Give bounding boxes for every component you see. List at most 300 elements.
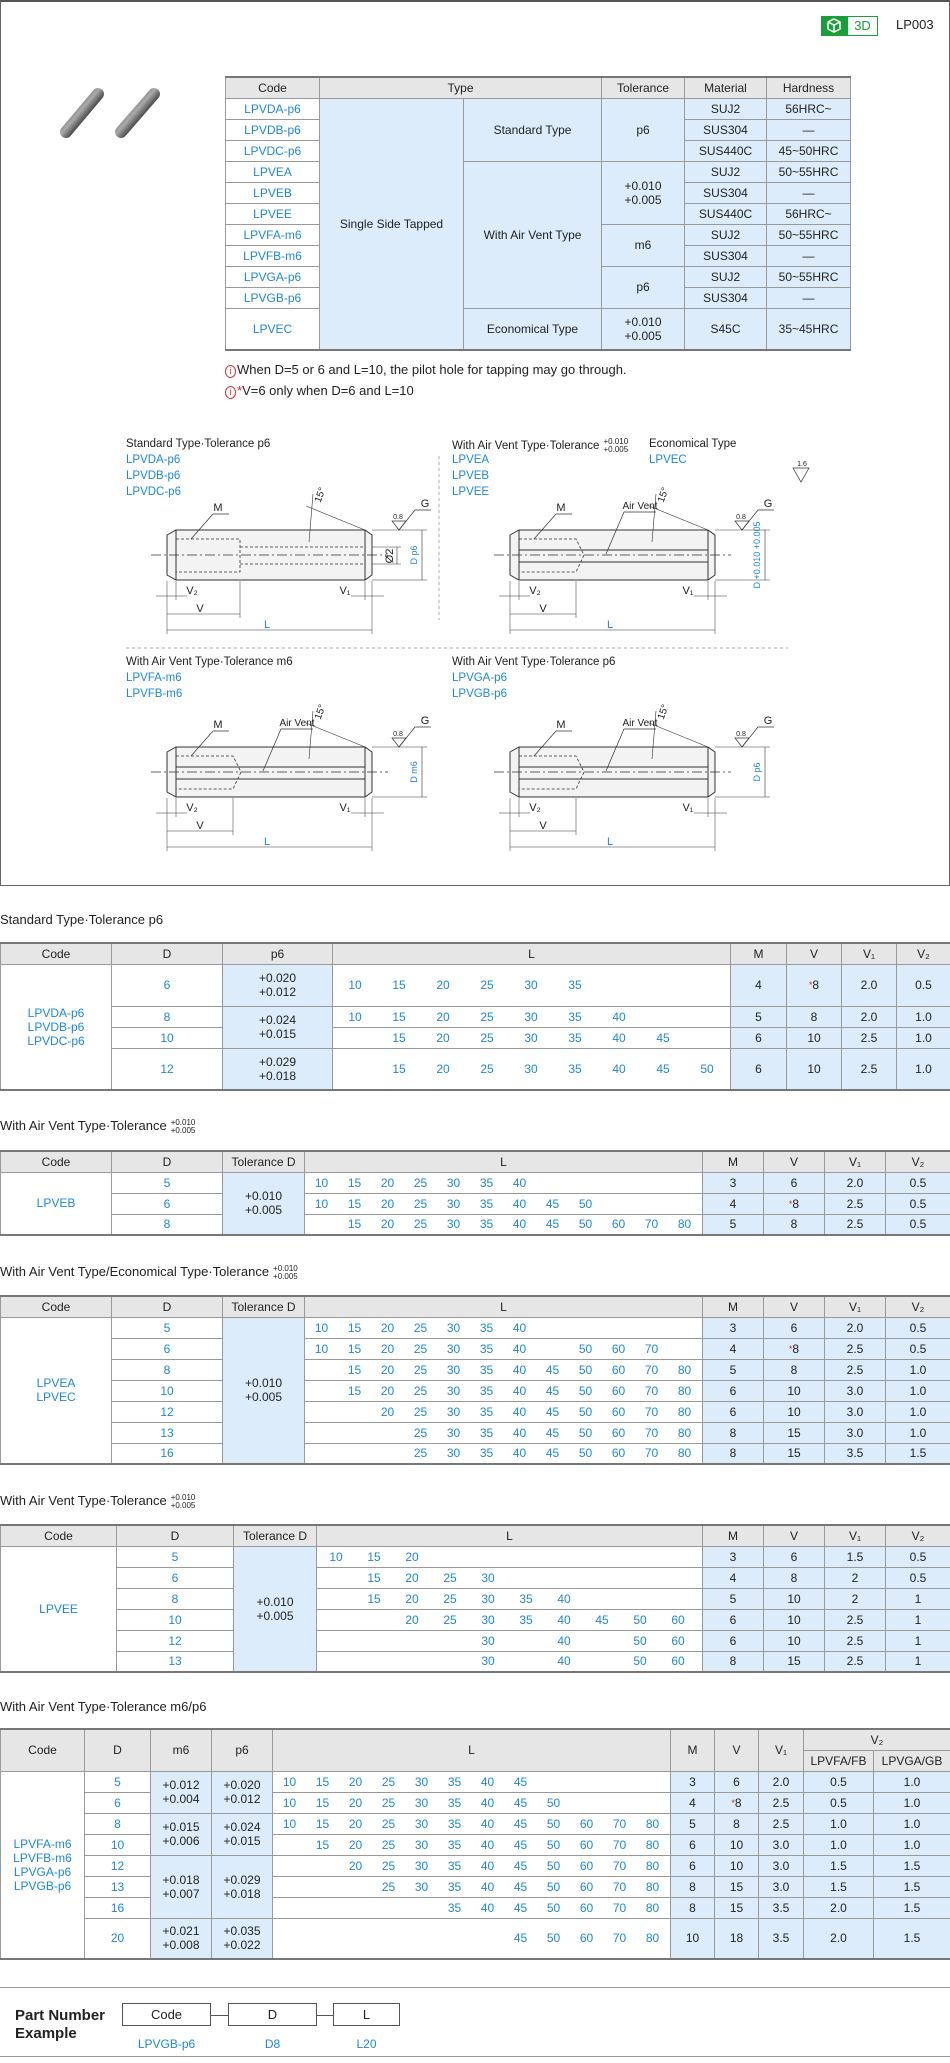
length-option[interactable]: 45	[545, 1217, 560, 1232]
length-option[interactable]: 20	[380, 1341, 395, 1356]
length-option[interactable]: 45	[513, 1858, 528, 1873]
length-option[interactable]: 40	[612, 1030, 626, 1045]
code-link[interactable]: LPVEA	[226, 161, 320, 182]
length-option[interactable]: 80	[645, 1858, 660, 1873]
3d-label[interactable]: 3D	[847, 16, 878, 36]
length-option[interactable]: 30	[414, 1879, 429, 1894]
column-header: Code	[1, 1296, 112, 1317]
length-option[interactable]: 70	[612, 1931, 627, 1946]
length-option[interactable]: 60	[611, 1446, 626, 1461]
length-option[interactable]: 30	[446, 1320, 461, 1335]
length-option[interactable]: 70	[612, 1816, 627, 1831]
length-option[interactable]: 45	[545, 1404, 560, 1419]
code-link-group[interactable]: LPVEE	[1, 1546, 117, 1672]
length-option[interactable]: 45	[513, 1816, 528, 1831]
length-option[interactable]: 30	[524, 1030, 538, 1045]
drawing-code-link[interactable]: LPVFB-m6	[126, 688, 183, 700]
length-option[interactable]: 80	[677, 1362, 692, 1377]
dimension-table	[0, 1524, 950, 1673]
length-option[interactable]: 60	[579, 1879, 594, 1894]
length-option[interactable]: 80	[645, 1900, 660, 1915]
length-option[interactable]: 10	[282, 1795, 297, 1810]
v2-cell: 1.0	[874, 1792, 950, 1813]
length-option[interactable]: 30	[481, 1633, 495, 1648]
surface-finish-label: 1.6	[797, 461, 807, 468]
length-option[interactable]: 30	[446, 1404, 461, 1419]
length-option[interactable]: 15	[367, 1591, 381, 1606]
m-cell: 6	[703, 1630, 764, 1651]
length-option[interactable]: 45	[545, 1196, 560, 1211]
length-option[interactable]: 50	[578, 1404, 593, 1419]
length-option[interactable]: 40	[512, 1383, 527, 1398]
length-option[interactable]: 15	[315, 1774, 330, 1789]
code-link-group[interactable]: LPVDA-p6 LPVDB-p6 LPVDC-p6	[1, 964, 112, 1090]
length-option[interactable]: 50	[546, 1795, 561, 1810]
length-option[interactable]: 50	[546, 1816, 561, 1831]
length-option[interactable]: 70	[644, 1404, 659, 1419]
length-option[interactable]: 20	[405, 1570, 419, 1585]
length-option[interactable]: 60	[579, 1837, 594, 1852]
code-link[interactable]: LPVGB-p6	[226, 287, 320, 308]
length-option[interactable]: 20	[405, 1612, 419, 1627]
drawing-code-link[interactable]: LPVEC	[649, 454, 687, 466]
length-option[interactable]: 15	[347, 1320, 362, 1335]
length-option[interactable]: 80	[645, 1837, 660, 1852]
length-option[interactable]: 50	[700, 1061, 714, 1076]
length-option[interactable]: 60	[671, 1633, 685, 1648]
table-row	[1, 1918, 950, 1959]
length-option[interactable]: 45	[656, 1030, 670, 1045]
v2-label: V₂	[529, 802, 541, 814]
length-option[interactable]: 30	[481, 1612, 495, 1627]
drawing-code-link[interactable]: LPVEB	[452, 470, 490, 482]
length-option[interactable]: 30	[446, 1383, 461, 1398]
length-option[interactable]: 45	[545, 1425, 560, 1440]
length-option[interactable]: 45	[513, 1837, 528, 1852]
length-option[interactable]: 45	[656, 1061, 670, 1076]
length-option[interactable]: 35	[519, 1591, 533, 1606]
length-option[interactable]: 60	[671, 1654, 685, 1669]
length-option[interactable]: 35	[447, 1795, 462, 1810]
length-option[interactable]: 35	[568, 1030, 582, 1045]
length-option[interactable]: 15	[392, 1009, 406, 1024]
length-option[interactable]: 35	[479, 1217, 494, 1232]
column-header: m6	[151, 1729, 212, 1771]
length-option[interactable]: 40	[480, 1795, 495, 1810]
length-option[interactable]: 20	[380, 1383, 395, 1398]
length-option[interactable]: 15	[392, 978, 406, 992]
drawing-code-link[interactable]: LPVGB-p6	[452, 688, 507, 700]
length-option[interactable]: 25	[413, 1362, 428, 1377]
length-options-cell	[273, 1876, 671, 1897]
length-option[interactable]: 50	[633, 1612, 647, 1627]
length-option[interactable]: 45	[513, 1931, 528, 1946]
length-option[interactable]: 10	[314, 1320, 329, 1335]
length-option[interactable]: 50	[578, 1446, 593, 1461]
length-option[interactable]: 60	[579, 1931, 594, 1946]
length-option[interactable]: 35	[479, 1446, 494, 1461]
length-option[interactable]: 60	[579, 1816, 594, 1831]
table-row	[1, 1813, 950, 1834]
tolerance-cell: +0.010 +0.005	[602, 161, 685, 224]
length-option[interactable]: 45	[513, 1900, 528, 1915]
length-options-cell	[305, 1338, 703, 1359]
length-option[interactable]: 25	[413, 1175, 428, 1190]
length-option[interactable]: 10	[314, 1341, 329, 1356]
length-option[interactable]: 40	[480, 1879, 495, 1894]
length-option[interactable]: 35	[447, 1774, 462, 1789]
length-option[interactable]: 50	[546, 1858, 561, 1873]
length-option[interactable]: 25	[413, 1425, 428, 1440]
length-option[interactable]: 50	[578, 1425, 593, 1440]
length-option[interactable]: 25	[413, 1341, 428, 1356]
length-option[interactable]: 45	[545, 1383, 560, 1398]
length-option[interactable]: 30	[414, 1816, 429, 1831]
section-title: With Air Vent Type/Economical Type·Tolerance +0.010 +0.005	[0, 1263, 298, 1281]
length-option[interactable]: 50	[633, 1654, 647, 1669]
length-option[interactable]: 45	[513, 1795, 528, 1810]
v2-cell: 1	[886, 1588, 950, 1609]
length-option[interactable]: 45	[595, 1612, 609, 1627]
length-option[interactable]: 35	[519, 1612, 533, 1627]
length-option[interactable]: 15	[347, 1196, 362, 1211]
length-option[interactable]: 60	[611, 1404, 626, 1419]
length-option[interactable]: 60	[611, 1217, 626, 1232]
length-option[interactable]: 35	[479, 1362, 494, 1377]
m-cell: 6	[703, 1380, 764, 1401]
length-option[interactable]: 40	[512, 1425, 527, 1440]
material-cell: SUJ2	[685, 98, 767, 119]
length-option[interactable]: 50	[578, 1362, 593, 1377]
length-option[interactable]: 35	[479, 1383, 494, 1398]
code-link-group[interactable]: LPVEA LPVEC	[1, 1317, 112, 1464]
length-option[interactable]: 30	[446, 1217, 461, 1232]
length-option[interactable]: 30	[446, 1196, 461, 1211]
g-leader	[742, 727, 774, 747]
length-option[interactable]: 10	[282, 1816, 297, 1831]
table-row	[1, 1193, 950, 1214]
length-option[interactable]: 50	[578, 1217, 593, 1232]
type-cell: Economical Type	[464, 308, 602, 350]
length-option[interactable]: 20	[405, 1549, 419, 1564]
length-option[interactable]: 30	[414, 1858, 429, 1873]
column-header: L	[305, 1151, 703, 1172]
length-option[interactable]: 45	[513, 1774, 528, 1789]
length-option[interactable]: 25	[443, 1591, 457, 1606]
length-option[interactable]: 25	[381, 1858, 396, 1873]
length-option[interactable]: 60	[611, 1341, 626, 1356]
length-option[interactable]: 40	[512, 1320, 527, 1335]
length-option[interactable]: 40	[512, 1341, 527, 1356]
length-option[interactable]: 35	[479, 1196, 494, 1211]
length-option[interactable]: 30	[446, 1425, 461, 1440]
length-option[interactable]: 35	[447, 1858, 462, 1873]
length-option[interactable]: 10	[348, 978, 362, 992]
length-option[interactable]: 20	[436, 978, 450, 992]
length-option[interactable]: 80	[677, 1446, 692, 1461]
length-option[interactable]: 20	[405, 1591, 419, 1606]
m-cell: 3	[703, 1172, 764, 1193]
length-option[interactable]: 20	[380, 1362, 395, 1377]
length-option[interactable]: 10	[314, 1175, 329, 1190]
length-option[interactable]: 35	[479, 1341, 494, 1356]
length-option[interactable]: 20	[436, 1030, 450, 1045]
length-option[interactable]: 30	[446, 1446, 461, 1461]
length-option[interactable]: 70	[644, 1217, 659, 1232]
length-option[interactable]: 70	[644, 1362, 659, 1377]
length-option[interactable]: 40	[480, 1858, 495, 1873]
length-option[interactable]: 10	[329, 1549, 343, 1564]
code-link[interactable]: LPVDA-p6	[226, 98, 320, 119]
length-option[interactable]: 60	[579, 1858, 594, 1873]
length-option[interactable]: 25	[413, 1196, 428, 1211]
code-link[interactable]: LPVFB-m6	[226, 245, 320, 266]
length-option[interactable]: 60	[611, 1425, 626, 1440]
length-option[interactable]: 25	[480, 1009, 494, 1024]
code-link[interactable]: LPVEC	[226, 308, 320, 350]
code-link[interactable]: LPVEB	[226, 182, 320, 203]
length-option[interactable]: 40	[512, 1362, 527, 1377]
hardness-cell: —	[767, 287, 851, 308]
length-option[interactable]: 20	[436, 1009, 450, 1024]
length-option[interactable]: 30	[446, 1175, 461, 1190]
column-header: V	[787, 943, 842, 964]
length-option[interactable]: 25	[413, 1217, 428, 1232]
length-option[interactable]: 70	[612, 1879, 627, 1894]
v2-cell: 1	[886, 1630, 950, 1651]
length-option[interactable]: 15	[315, 1795, 330, 1810]
length-option[interactable]: 40	[557, 1633, 571, 1648]
v-cell: 15	[764, 1443, 825, 1464]
table-row	[1, 1588, 950, 1609]
info-icon: i	[225, 386, 236, 399]
length-option[interactable]: 20	[380, 1196, 395, 1211]
length-option[interactable]: 70	[612, 1837, 627, 1852]
length-option[interactable]: 35	[447, 1879, 462, 1894]
length-option[interactable]: 45	[545, 1446, 560, 1461]
length-option[interactable]: 15	[392, 1030, 406, 1045]
length-option[interactable]: 20	[348, 1795, 363, 1810]
length-option[interactable]: 70	[644, 1425, 659, 1440]
length-option[interactable]: 15	[347, 1341, 362, 1356]
length-option[interactable]: 35	[568, 978, 582, 992]
v-cell: 15	[764, 1422, 825, 1443]
v2-cell: 0.5	[886, 1193, 950, 1214]
length-option[interactable]: 15	[367, 1549, 381, 1564]
length-option[interactable]: 80	[645, 1816, 660, 1831]
length-option[interactable]: 20	[348, 1774, 363, 1789]
drawing-title: With Air Vent Type·Tolerance p6	[452, 656, 616, 668]
length-option[interactable]: 15	[347, 1383, 362, 1398]
drawing-code-link[interactable]: LPVDA-p6	[126, 454, 181, 466]
length-option[interactable]: 30	[524, 978, 538, 992]
length-option[interactable]: 25	[480, 1030, 494, 1045]
length-options-cell	[305, 1422, 703, 1443]
length-option[interactable]: 25	[381, 1816, 396, 1831]
length-option[interactable]: 80	[645, 1879, 660, 1894]
length-option[interactable]: 40	[480, 1900, 495, 1915]
length-option[interactable]: 15	[367, 1570, 381, 1585]
drawing-code-link[interactable]: LPVEA	[452, 454, 490, 466]
length-option[interactable]: 70	[644, 1341, 659, 1356]
length-option[interactable]: 25	[413, 1404, 428, 1419]
length-option[interactable]: 25	[443, 1570, 457, 1585]
v1-cell: 2.5	[825, 1359, 886, 1380]
v1-cell: 2	[825, 1588, 886, 1609]
length-option[interactable]: 35	[479, 1175, 494, 1190]
length-option[interactable]: 20	[436, 1061, 450, 1076]
length-option[interactable]: 40	[557, 1612, 571, 1627]
length-option[interactable]: 60	[611, 1362, 626, 1377]
tolerance-cell: +0.020 +0.012	[223, 964, 333, 1006]
length-option[interactable]: 40	[557, 1591, 571, 1606]
length-option[interactable]: 30	[481, 1591, 495, 1606]
column-header: D	[117, 1525, 234, 1546]
drawing-title: With Air Vent Type·Tolerance +0.010 +0.005	[452, 437, 629, 454]
code-link[interactable]: LPVFA-m6	[226, 224, 320, 245]
length-option[interactable]: 10	[314, 1196, 329, 1211]
drawing-code-link[interactable]: LPVFA-m6	[126, 672, 182, 684]
length-option[interactable]: 70	[644, 1446, 659, 1461]
length-option[interactable]: 70	[644, 1383, 659, 1398]
length-option[interactable]: 80	[677, 1404, 692, 1419]
length-options-cell	[317, 1609, 703, 1630]
length-option[interactable]: 30	[446, 1362, 461, 1377]
length-option[interactable]: 70	[612, 1858, 627, 1873]
length-option[interactable]: 45	[513, 1879, 528, 1894]
length-option[interactable]: 60	[579, 1900, 594, 1915]
length-option[interactable]: 30	[481, 1570, 495, 1585]
length-option[interactable]: 40	[512, 1446, 527, 1461]
length-option[interactable]: 15	[315, 1816, 330, 1831]
length-option[interactable]: 30	[414, 1837, 429, 1852]
length-option[interactable]: 10	[282, 1774, 297, 1789]
length-option[interactable]: 15	[347, 1362, 362, 1377]
length-option[interactable]: 80	[677, 1425, 692, 1440]
length-option[interactable]: 25	[381, 1774, 396, 1789]
tolerance-cell: +0.010 +0.005	[234, 1546, 317, 1672]
length-option[interactable]: 70	[612, 1900, 627, 1915]
length-option[interactable]: 25	[443, 1612, 457, 1627]
length-option[interactable]: 40	[612, 1009, 626, 1024]
length-option[interactable]: 60	[671, 1612, 685, 1627]
length-option[interactable]: 40	[512, 1404, 527, 1419]
length-option[interactable]: 80	[677, 1383, 692, 1398]
length-option[interactable]: 50	[546, 1900, 561, 1915]
code-link-group[interactable]: LPVFA-m6 LPVFB-m6 LPVGA-p6 LPVGB-p6	[1, 1771, 85, 1959]
length-option[interactable]: 15	[392, 1061, 406, 1076]
length-option[interactable]: 35	[447, 1816, 462, 1831]
m-cell: 8	[703, 1443, 764, 1464]
length-option[interactable]: 25	[480, 1061, 494, 1076]
v-label: V	[196, 603, 204, 615]
length-option[interactable]: 15	[347, 1217, 362, 1232]
length-option[interactable]: 35	[447, 1837, 462, 1852]
v-cell: 10	[715, 1855, 759, 1876]
length-option[interactable]: 25	[480, 978, 494, 992]
length-option[interactable]: 25	[413, 1446, 428, 1461]
length-option[interactable]: 50	[546, 1931, 561, 1946]
length-option[interactable]: 40	[512, 1217, 527, 1232]
length-option[interactable]: 60	[611, 1383, 626, 1398]
drawing-code-link[interactable]: LPVDC-p6	[126, 486, 181, 498]
length-option[interactable]: 40	[512, 1196, 527, 1211]
length-option[interactable]: 25	[381, 1879, 396, 1894]
diameter-cell: 10	[85, 1834, 151, 1855]
length-option[interactable]: 35	[479, 1404, 494, 1419]
drawing-code-link[interactable]: LPVDB-p6	[126, 470, 181, 482]
length-option[interactable]: 35	[479, 1425, 494, 1440]
drawing-code-link[interactable]: LPVEE	[452, 486, 490, 498]
length-option[interactable]: 25	[381, 1837, 396, 1852]
length-option[interactable]: 35	[568, 1009, 582, 1024]
length-option[interactable]: 30	[481, 1654, 495, 1669]
length-option[interactable]: 80	[677, 1217, 692, 1232]
length-option[interactable]: 30	[446, 1341, 461, 1356]
length-option[interactable]: 20	[348, 1816, 363, 1831]
length-option[interactable]: 20	[348, 1837, 363, 1852]
length-option[interactable]: 30	[414, 1774, 429, 1789]
length-option[interactable]: 15	[347, 1175, 362, 1190]
material-cell: SUS440C	[685, 203, 767, 224]
length-option[interactable]: 15	[315, 1837, 330, 1852]
length-option[interactable]: 35	[479, 1320, 494, 1335]
length-option[interactable]: 25	[413, 1383, 428, 1398]
length-option[interactable]: 80	[645, 1931, 660, 1946]
table-row	[1, 1855, 950, 1876]
length-option[interactable]: 30	[524, 1061, 538, 1076]
note-text: When D=5 or 6 and L=10, the pilot hole for tapping may go through.	[237, 362, 627, 377]
length-option[interactable]: 50	[546, 1837, 561, 1852]
length-option[interactable]: 40	[612, 1061, 626, 1076]
length-option[interactable]: 35	[568, 1061, 582, 1076]
length-option[interactable]: 25	[381, 1795, 396, 1810]
column-header-hardness: Hardness	[767, 77, 851, 98]
length-option[interactable]: 40	[480, 1774, 495, 1789]
length-option[interactable]: 20	[380, 1320, 395, 1335]
length-option[interactable]: 45	[545, 1362, 560, 1377]
length-option[interactable]: 50	[578, 1196, 593, 1211]
v2-label: V₂	[529, 585, 541, 597]
length-option[interactable]: 50	[578, 1341, 593, 1356]
code-link[interactable]: LPVEE	[226, 203, 320, 224]
v2-cell: 2.0	[804, 1918, 874, 1959]
column-header: D	[112, 943, 223, 964]
length-option[interactable]: 20	[380, 1217, 395, 1232]
length-option[interactable]: 20	[380, 1175, 395, 1190]
length-option[interactable]: 10	[348, 1009, 362, 1024]
length-option[interactable]: 40	[512, 1175, 527, 1190]
length-option[interactable]: 20	[348, 1858, 363, 1873]
code-link-group[interactable]: LPVEB	[1, 1172, 112, 1235]
length-option[interactable]: 30	[524, 1009, 538, 1024]
drawing-code-link[interactable]: LPVGA-p6	[452, 672, 507, 684]
length-option[interactable]: 25	[413, 1320, 428, 1335]
length-option[interactable]: 50	[633, 1633, 647, 1648]
length-option[interactable]: 40	[480, 1837, 495, 1852]
code-link[interactable]: LPVGA-p6	[226, 266, 320, 287]
material-cell: SUJ2	[685, 266, 767, 287]
code-link[interactable]: LPVDC-p6	[226, 140, 320, 161]
length-option[interactable]: 30	[414, 1795, 429, 1810]
length-option[interactable]: 40	[557, 1654, 571, 1669]
length-option[interactable]: 35	[447, 1900, 462, 1915]
length-option[interactable]: 50	[546, 1879, 561, 1894]
code-link[interactable]: LPVDB-p6	[226, 119, 320, 140]
length-option[interactable]: 20	[380, 1404, 395, 1419]
length-option[interactable]: 40	[480, 1816, 495, 1831]
length-option[interactable]: 50	[578, 1383, 593, 1398]
